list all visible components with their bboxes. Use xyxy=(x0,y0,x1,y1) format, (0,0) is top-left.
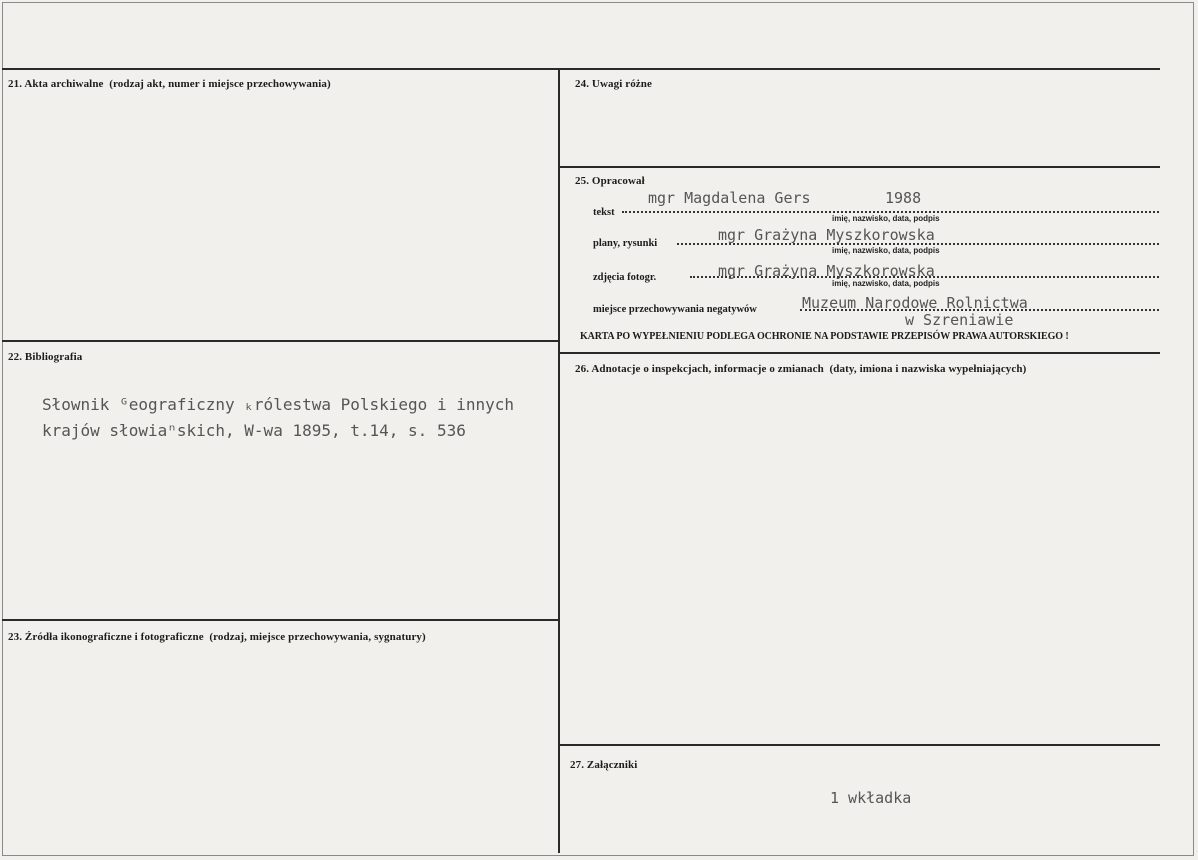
bibliography-line-1: Słownik ᴳeograficzny ₖrólestwa Polskiego i innych xyxy=(42,395,515,414)
tekst-value: mgr Magdalena Gers xyxy=(648,189,811,207)
tekst-dotted-line xyxy=(622,211,1159,213)
section-25-label: 25. Opracował xyxy=(575,175,645,187)
zdjecia-value: mgr Grażyna Myszkorowska xyxy=(718,262,935,280)
top-rule xyxy=(2,68,1160,70)
negatywy-label: miejsce przechowywania negatywów xyxy=(593,304,757,315)
section-21-label: 21. Akta archiwalne (rodzaj akt, numer i miejsce przechowywania) xyxy=(8,78,331,90)
rule-21-22 xyxy=(2,340,559,342)
rule-26-27 xyxy=(560,744,1160,746)
section-24-label: 24. Uwagi różne xyxy=(575,78,652,90)
zdjecia-hint: imię, nazwisko, data, podpis xyxy=(832,279,940,288)
tekst-year: 1988 xyxy=(885,189,922,207)
negatywy-value: Muzeum Narodowe Rolnictwa xyxy=(802,294,1028,312)
section-26-label: 26. Adnotacje o inspekcjach, informacje o zmianach (daty, imiona i nazwiska wypełniających) xyxy=(575,363,1027,375)
rule-25-26 xyxy=(560,352,1160,354)
zdjecia-label: zdjęcia fotogr. xyxy=(593,272,657,283)
tekst-label: tekst xyxy=(593,207,615,218)
tekst-hint: imię, nazwisko, data, podpis xyxy=(832,214,940,223)
plany-value: mgr Grażyna Myszkorowska xyxy=(718,226,935,244)
negatywy-value-2: w Szreniawie xyxy=(905,311,1014,329)
rule-24-25 xyxy=(560,166,1160,168)
plany-hint: imię, nazwisko, data, podpis xyxy=(832,246,940,255)
rule-22-23 xyxy=(2,619,559,621)
attachments-value: 1 wkładka xyxy=(830,789,912,807)
center-divider xyxy=(558,68,560,853)
copyright-warning: KARTA PO WYPEŁNIENIU PODLEGA OCHRONIE NA PODSTAWIE PRZEPISÓW PRAWA AUTORSKIEGO ! xyxy=(580,331,1069,342)
section-23-label: 23. Źródła ikonograficzne i fotograficzne (rodzaj, miejsce przechowywania, sygnatury) xyxy=(8,631,426,643)
section-22-label: 22. Bibliografia xyxy=(8,351,83,363)
bibliography-line-2: krajów słowiaⁿskich, W-wa 1895, t.14, s. 536 xyxy=(42,421,466,440)
plany-label: plany, rysunki xyxy=(593,238,658,249)
section-27-label: 27. Załączniki xyxy=(570,759,638,771)
